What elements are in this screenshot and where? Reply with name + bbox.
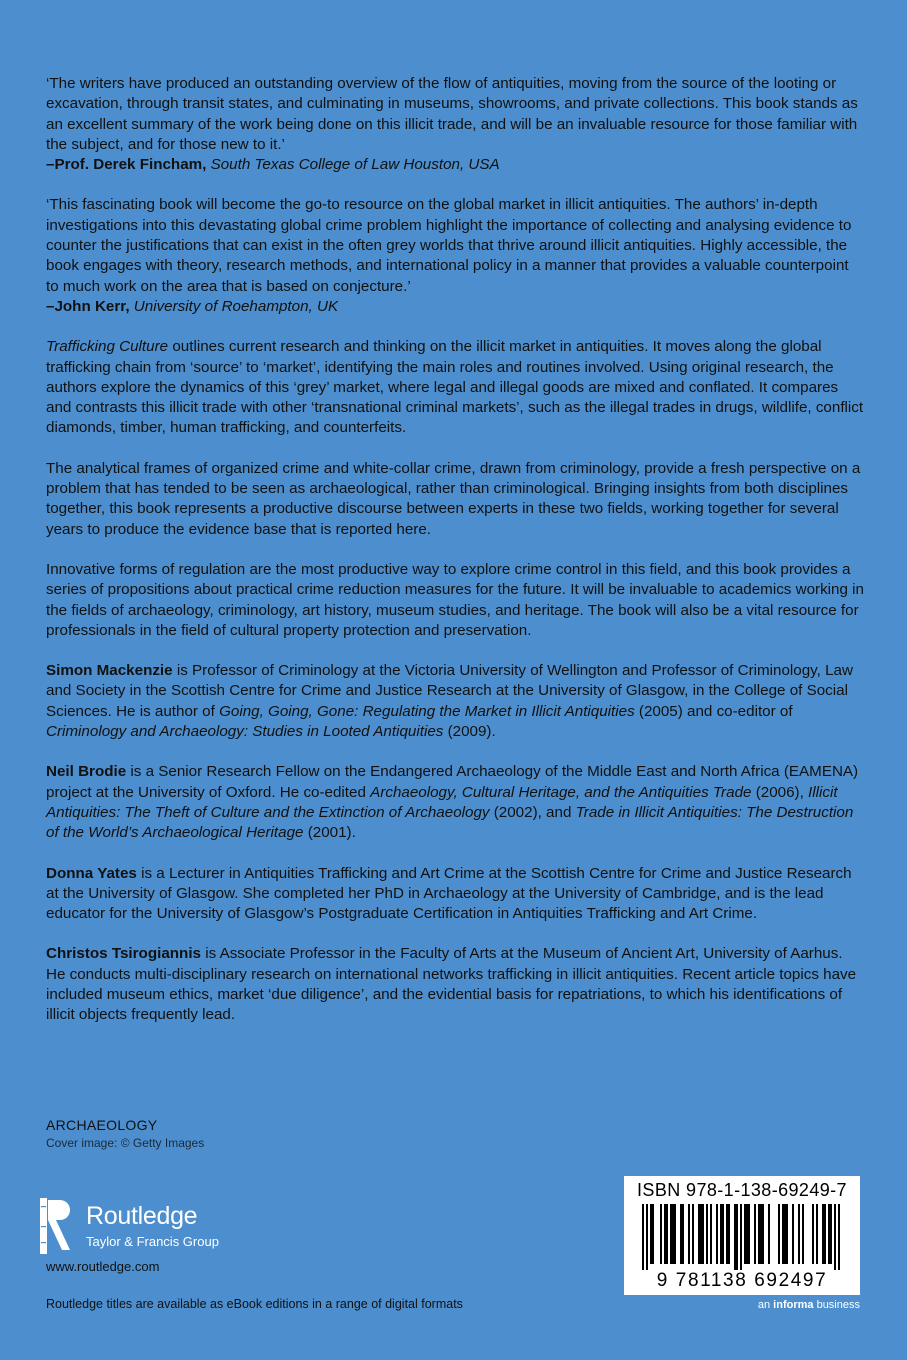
- barcode-bar: [834, 1204, 836, 1270]
- author-bio-mackenzie: Simon Mackenzie is Professor of Criminology at the Victoria University of Wellington and Professor of Criminology, Law and Society in the Scottish Centre for Crime and Justice Research at the University of Glasgow, in the College of Social Sciences. He is author of Going, Going, Gone: Regulating the Market in Illicit Antiquities (2005) and co-editor of Criminology and Archaeology: Studies in Looted Antiquities (2009).: [46, 662, 853, 741]
- routledge-logo: [38, 1196, 238, 1256]
- author-bio-tsirogiannis: Christos Tsirogiannis is Associate Professor in the Faculty of Arts at the Museum of Ancient Art, University of Aarhus. He conducts multi-disciplinary research on international networks trafficking in illicit antiquities. Recent article topics have included museum ethics, market ‘due diligence’, and the evidential basis for repatriations, to which his identifications of illicit objects frequently lead.: [46, 945, 857, 1024]
- barcode-bar: [670, 1204, 672, 1264]
- publisher-url[interactable]: www.routledge.com: [46, 1259, 160, 1274]
- review-quote-2: ‘This fascinating book will become the go-to resource on the global market in illicit antiquities. The authors’ in-depth investigations into this devastating global crime problem highlight the importance of collecting and analysing evidence to counter the justifications that can exist in the often grey worlds that thrive around illicit antiquities. Highly accessible, the book engages with theory, research methods, and international policy in a manner that provides a valuable counterpoint to much work on the area that is based on conjecture.’: [46, 196, 852, 295]
- barcode-bar: [746, 1204, 748, 1264]
- barcode-bar: [816, 1204, 818, 1264]
- barcode-bar: [646, 1204, 648, 1270]
- barcode-bar: [744, 1204, 746, 1264]
- barcode-bar: [688, 1204, 690, 1264]
- ebook-note: Routledge titles are available as eBook editions in a range of digital formats: [46, 1297, 463, 1311]
- barcode-digits: 9 781138 692497: [656, 1270, 828, 1291]
- barcode-bar: [784, 1204, 786, 1264]
- barcode-bar: [720, 1204, 722, 1264]
- barcode-bar: [726, 1204, 728, 1264]
- review-quote-1: ‘The writers have produced an outstanding overview of the flow of antiquities, moving from the source of the looting or excavation, through transit states, and culminating in museums, showrooms, and private collections. This book stands as an excellent summary of the work being done on this illicit trade, and will be an invaluable resource for those familiar with the subject, and for those new to it.’: [46, 75, 858, 153]
- barcode-bar: [758, 1204, 760, 1264]
- barcode-bar: [762, 1204, 764, 1264]
- barcode-bar: [828, 1204, 830, 1264]
- barcode-bar: [822, 1204, 824, 1264]
- barcode-bar: [672, 1204, 674, 1264]
- barcode-bar: [642, 1204, 644, 1270]
- barcode-bar: [702, 1204, 704, 1264]
- barcode-bar: [692, 1204, 694, 1264]
- barcode-bar: [792, 1204, 794, 1264]
- barcode-bar: [782, 1204, 784, 1264]
- barcode-bar: [666, 1204, 668, 1264]
- barcode-bar: [650, 1204, 652, 1264]
- author-bio-yates: Donna Yates is a Lecturer in Antiquities Trafficking and Art Crime at the Scottish Centre for Crime and Justice Research at the University of Glasgow. She completed her PhD in Archaeology at the University of Cambridge, and is the lead educator for the University of Glasgow’s Postgraduate Certification in Antiquities Trafficking and Art Crime.: [46, 864, 852, 923]
- cover-credit: Cover image: © Getty Images: [46, 1136, 205, 1150]
- author-bio-brodie: Neil Brodie is a Senior Research Fellow on the Endangered Archaeology of the Middle East and North Africa (EAMENA) project at the University of Oxford. He co-edited Archaeology, Cultural Heritage, and the Antiquities Trade (2006), Illicit Antiquities: The Theft of Culture and the Extinction of Archaeology (2002), and Trade in Illicit Antiquities: The Destruction of the World’s Archaeological Heritage (2001).: [46, 763, 859, 842]
- barcode-bar: [778, 1204, 780, 1264]
- informa-business-note: an informa business: [757, 1299, 860, 1311]
- barcode-bar: [722, 1204, 724, 1264]
- barcode-bar: [802, 1204, 804, 1264]
- barcode-bar: [728, 1204, 730, 1264]
- subject-category: ARCHAEOLOGY: [46, 1117, 158, 1133]
- barcode-bar: [736, 1204, 738, 1270]
- barcode-bar: [824, 1204, 826, 1264]
- barcode-bar: [786, 1204, 788, 1264]
- barcode-bar: [740, 1204, 742, 1270]
- barcode-bar: [754, 1204, 756, 1264]
- barcode-bar: [660, 1204, 662, 1264]
- blurb-paragraph-2: The analytical frames of organized crime and white-collar crime, drawn from criminology, provide a fresh perspective on a problem that has tended to be seen as archaeological, rather than criminological. Bringing insights from both disciplines together, this book represents a productive discourse between experts in these two fields, working together for several years to produce the evidence base that is reported here.: [46, 459, 861, 538]
- barcode-bar: [716, 1204, 718, 1264]
- barcode-bar: [830, 1204, 832, 1264]
- blurb-paragraph-1: Trafficking Culture outlines current research and thinking on the illicit market in antiquities. It moves along the global trafficking chain from ‘source’ to ‘market’, identifying the main roles and routines involved. Using original research, the authors explore the dynamics of this ‘grey’ market, where legal and illegal goods are mixed and conflated. It compares and contrasts this illicit trade with other ‘transnational criminal markets’, such as the illegal trades in drugs, wildlife, conflict diamonds, timber, human trafficking, and counterfeits.: [46, 338, 864, 437]
- barcode-bar: [652, 1204, 654, 1264]
- blurb-paragraph-3: Innovative forms of regulation are the most productive way to explore crime control in this field, and this book provides a series of propositions about practical crime reduction measures for the future. It will be invaluable to academics working in the fields of archaeology, criminology, art history, museum studies, and heritage. The book will also be a vital resource for professionals in the field of cultural property protection and preservation.: [46, 560, 864, 639]
- barcode-bar: [706, 1204, 708, 1264]
- barcode-bar: [768, 1204, 770, 1264]
- barcode-bar: [748, 1204, 750, 1264]
- routledge-r-icon: [38, 1196, 76, 1256]
- barcode-bar: [674, 1204, 676, 1264]
- isbn-barcode: [624, 1176, 860, 1295]
- barcode-bar: [664, 1204, 666, 1264]
- review-attribution-1: –Prof. Derek Fincham, South Texas College of Law Houston, USA: [46, 156, 500, 174]
- barcode-bar: [680, 1204, 682, 1264]
- barcode-bar: [698, 1204, 700, 1264]
- publisher-group: Taylor & Francis Group: [86, 1234, 219, 1249]
- barcode-bar: [700, 1204, 702, 1264]
- publisher-name: Routledge: [86, 1202, 198, 1230]
- barcode-bar: [798, 1204, 800, 1264]
- barcode-bar: [760, 1204, 762, 1264]
- barcode-bar: [734, 1204, 736, 1270]
- isbn-label: ISBN 978-1-138-69249-7: [637, 1180, 847, 1200]
- barcode-bar: [682, 1204, 684, 1264]
- barcode-bar: [838, 1204, 840, 1270]
- back-cover-text: [46, 74, 864, 1046]
- barcode-bar: [812, 1204, 814, 1264]
- barcode-bars: [632, 1204, 852, 1270]
- review-attribution-2: –John Kerr, University of Roehampton, UK: [46, 297, 339, 315]
- barcode-bar: [710, 1204, 712, 1264]
